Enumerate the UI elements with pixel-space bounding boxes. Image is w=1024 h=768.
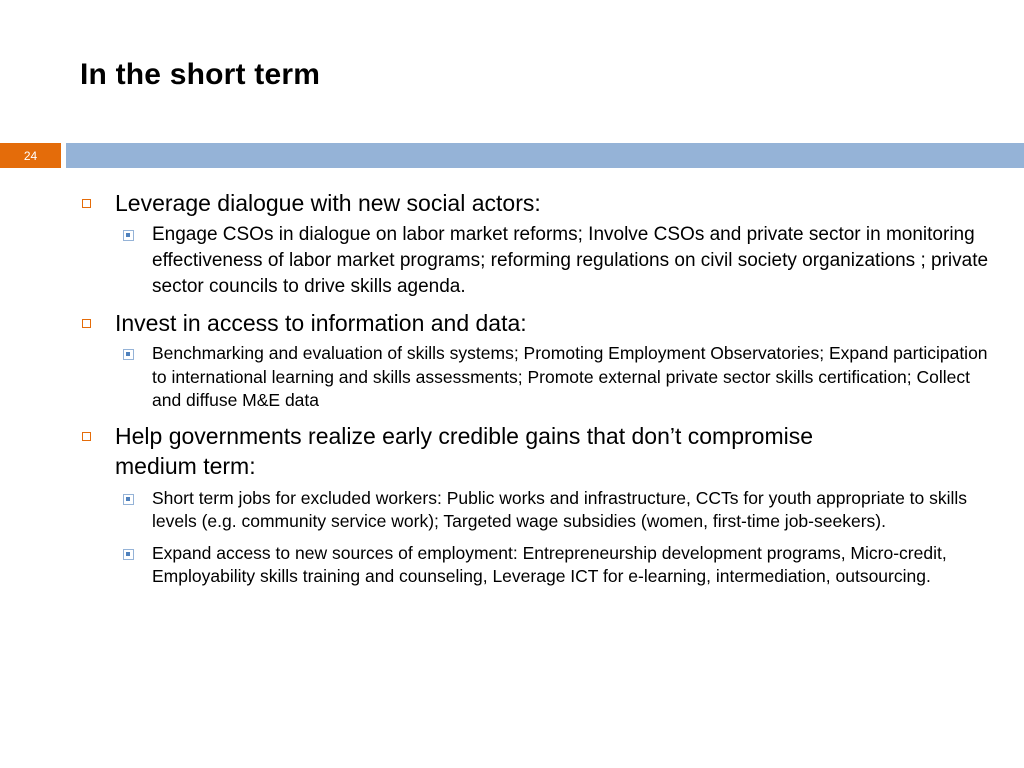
hollow-square-bullet-icon (82, 432, 91, 441)
sub-bullet-item (152, 487, 990, 534)
sub-bullet-item (152, 542, 990, 589)
slide-title: In the short term (80, 58, 321, 91)
square-bullet-icon (123, 349, 134, 360)
sub-bullet-text: Expand access to new sources of employment: Entrepreneurship development programs, Micro-credit, Employability skills training and counseling, Leverage ICT for e-learning, intermediation, outsourcing. (152, 542, 947, 586)
square-bullet-icon (123, 494, 134, 505)
square-bullet-icon (123, 230, 134, 241)
sub-bullet-item (152, 222, 990, 300)
bullet-text: Invest in access to information and data: (115, 310, 527, 336)
sub-bullet-text: Benchmarking and evaluation of skills systems; Promoting Employment Observatories; Expand participation to international learning and skills assessments; Promote external private sector skills certification; Collect and diffuse M&E data (152, 343, 988, 410)
sub-bullet-text: Short term jobs for excluded workers: Public works and infrastructure, CCTs for youth appropriate to skills levels (e.g. community service work); Targeted wage subsidies (women, first-time job-seekers). (152, 487, 968, 531)
hollow-square-bullet-icon (82, 199, 91, 208)
square-bullet-icon (123, 549, 134, 560)
sub-bullet-item (152, 342, 990, 413)
hollow-square-bullet-icon (82, 319, 91, 328)
header-divider-bar (66, 143, 1024, 168)
bullet-item (80, 308, 990, 338)
bullet-item (80, 188, 990, 218)
bullet-text: Help governments realize early credible gains that don’t compromise medium term: (115, 422, 814, 479)
bullet-text: Leverage dialogue with new social actors: (115, 190, 541, 216)
slide-number-badge (0, 143, 61, 168)
bullet-item (80, 421, 875, 481)
bullet-list (80, 182, 990, 589)
sub-bullet-text: Engage CSOs in dialogue on labor market reforms; Involve CSOs and private sector in monitoring effectiveness of labor market programs; reforming regulations on civil society organizations ; private sector councils to drive skills agenda. (152, 224, 989, 297)
slide-number: 24 (23, 148, 38, 163)
